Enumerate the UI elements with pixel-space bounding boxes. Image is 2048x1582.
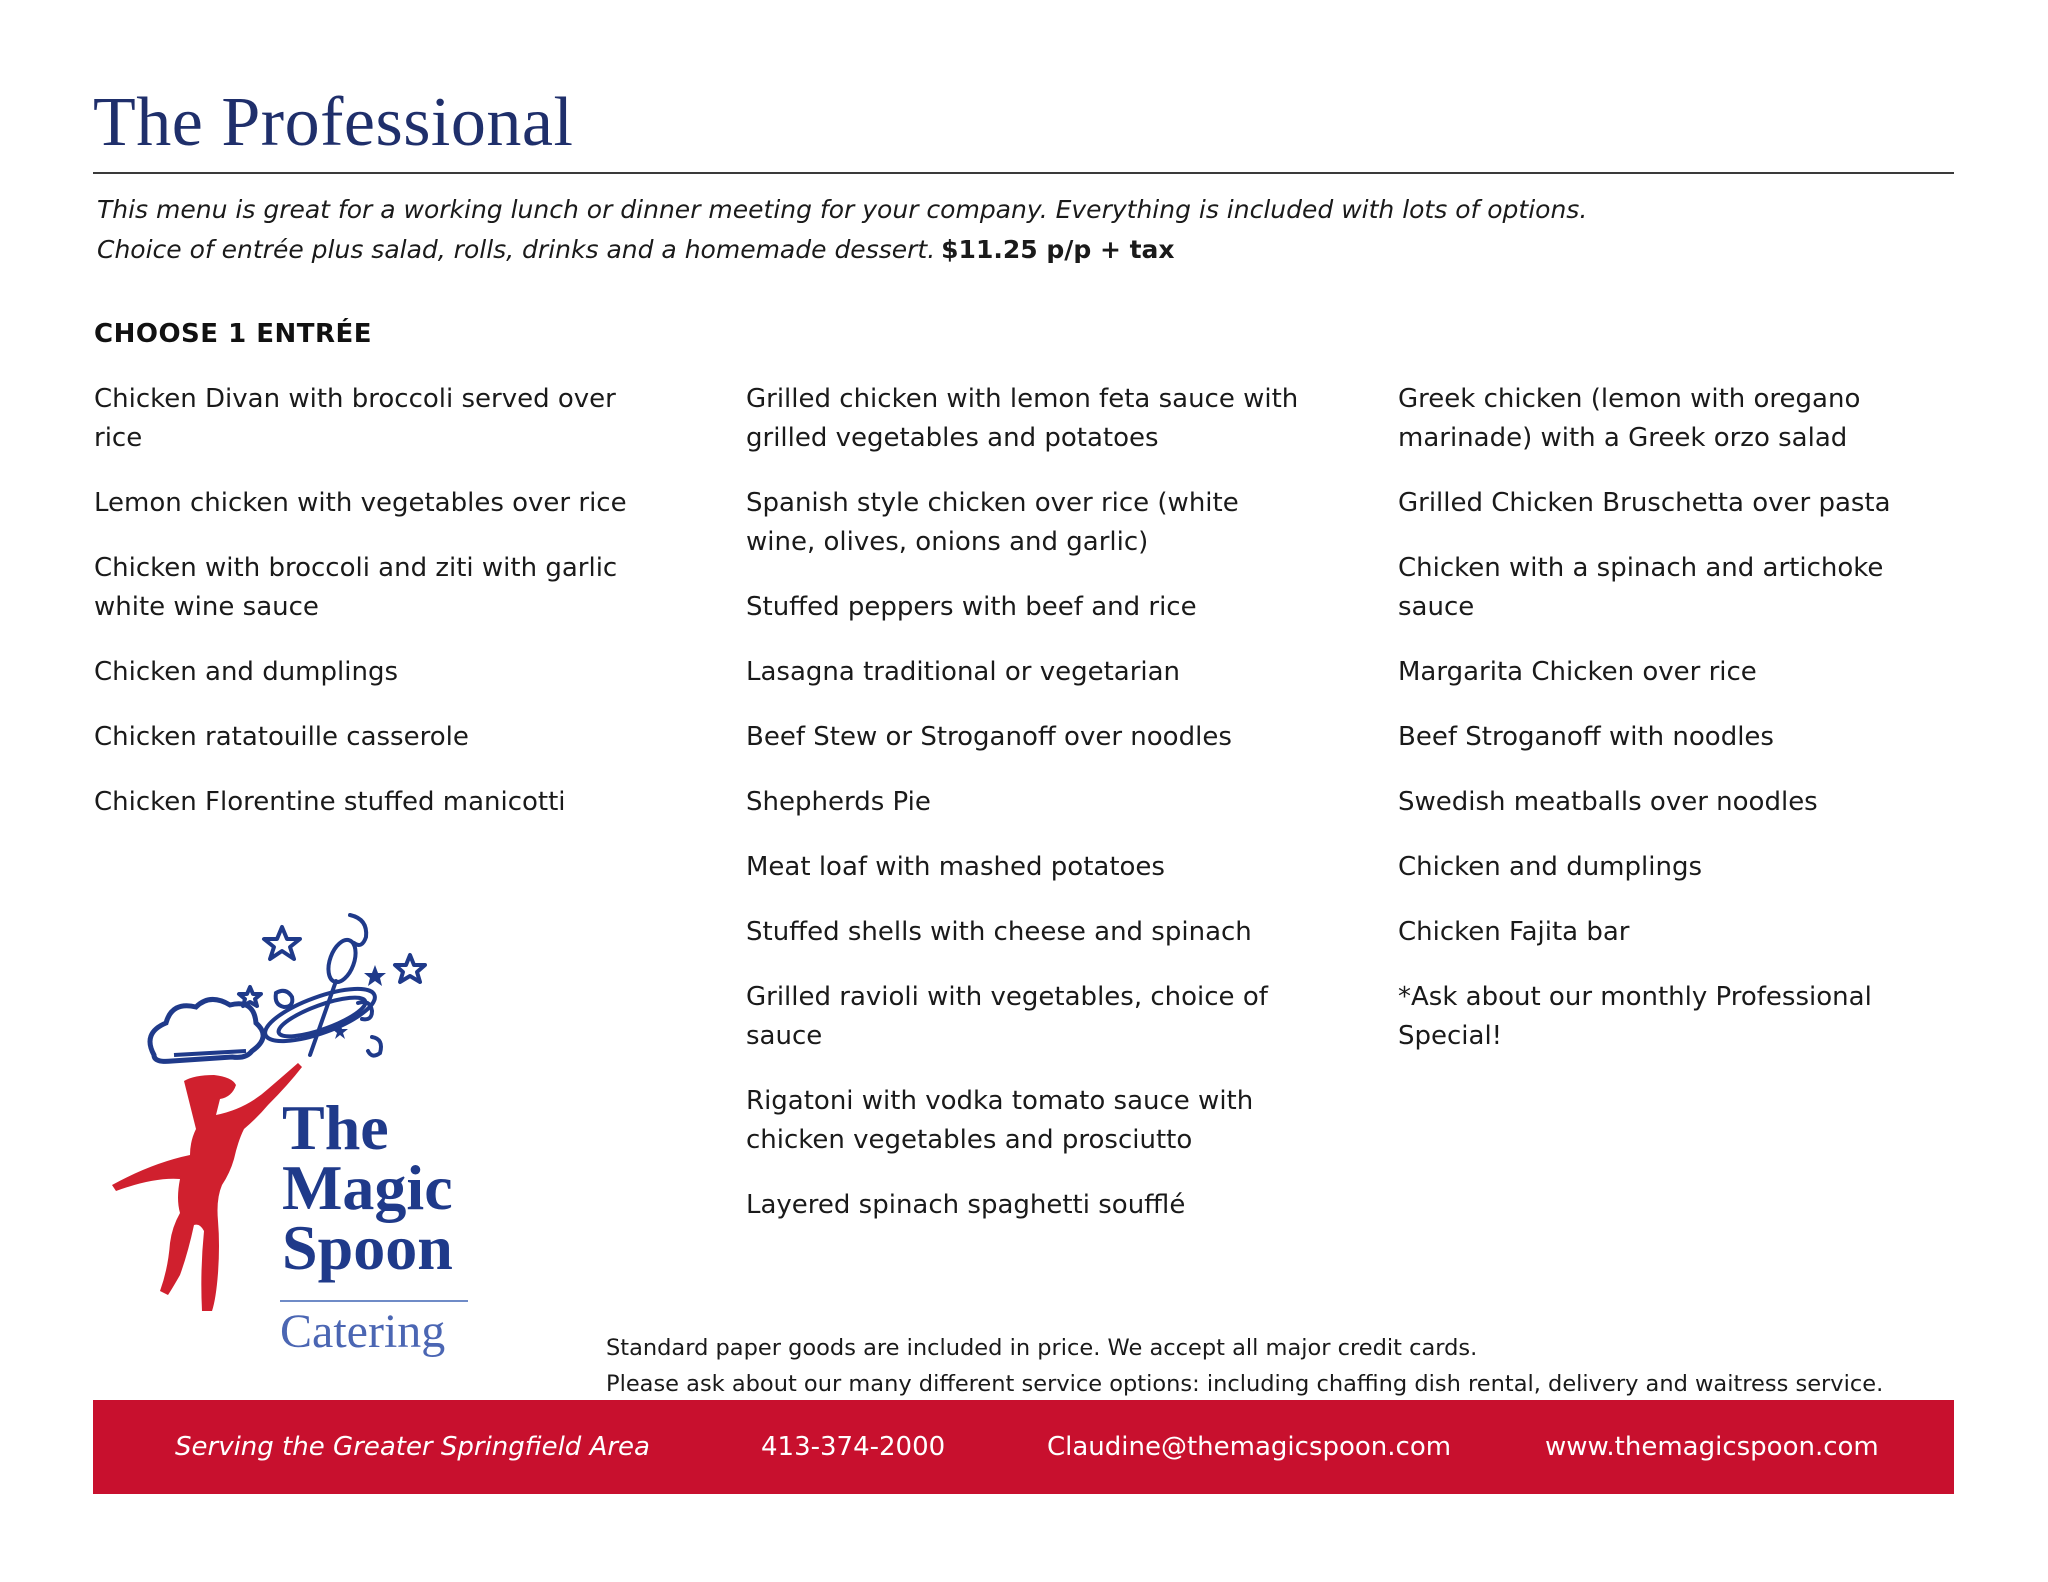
entree-item: Rigatoni with vodka tomato sauce with chicken vegetables and prosciutto bbox=[746, 1086, 1254, 1155]
contact-bar bbox=[93, 1400, 1954, 1494]
entree-item: Stuffed peppers with beef and rice bbox=[746, 592, 1197, 622]
entree-item: Spanish style chicken over rice (white wine, olives, onions and garlic) bbox=[746, 488, 1239, 557]
star-icon bbox=[395, 955, 425, 982]
entree-column-3 bbox=[1398, 380, 1958, 1082]
title-divider bbox=[93, 172, 1954, 174]
service-area: Serving the Greater Springfield Area bbox=[175, 1432, 650, 1462]
section-heading: CHOOSE 1 ENTRÉE bbox=[94, 319, 373, 349]
entree-item: Chicken with a spinach and artichoke sauce bbox=[1398, 553, 1884, 622]
entree-item: Lasagna traditional or vegetarian bbox=[746, 657, 1181, 687]
spoon-icon bbox=[323, 936, 361, 986]
star-icon bbox=[264, 927, 300, 959]
entree-item: Grilled Chicken Bruschetta over pasta bbox=[1398, 488, 1891, 518]
phone-number[interactable]: 413-374-2000 bbox=[761, 1432, 946, 1462]
chef-figure-icon bbox=[112, 1063, 302, 1311]
entree-item: Margarita Chicken over rice bbox=[1398, 657, 1757, 687]
entree-item: Chicken Divan with broccoli served over rice bbox=[94, 384, 616, 453]
intro-line-1: This menu is great for a working lunch or dinner meeting for your company. Everything is included with lots of options. bbox=[97, 195, 1588, 224]
entree-item: Shepherds Pie bbox=[746, 787, 931, 817]
entree-item: Chicken with broccoli and ziti with garlic white wine sauce bbox=[94, 553, 618, 622]
entree-column-1 bbox=[94, 380, 654, 848]
special-note: *Ask about our monthly Professional Special! bbox=[1398, 982, 1872, 1051]
orbit-icon bbox=[259, 978, 380, 1052]
entree-item: Greek chicken (lemon with oregano marinade) with a Greek orzo salad bbox=[1398, 384, 1861, 453]
page-title: The Professional bbox=[93, 84, 574, 161]
logo-line-3: Spoon bbox=[282, 1212, 453, 1283]
entree-item: Chicken ratatouille casserole bbox=[94, 722, 469, 752]
swirl-icon bbox=[276, 991, 293, 1007]
entree-item: Grilled chicken with lemon feta sauce with grilled vegetables and potatoes bbox=[746, 384, 1299, 453]
entree-item: Grilled ravioli with vegetables, choice of sauce bbox=[746, 982, 1268, 1051]
logo-line-1: The bbox=[282, 1092, 389, 1163]
entree-item: Swedish meatballs over noodles bbox=[1398, 787, 1818, 817]
note-line-2: Please ask about our many different service options: including chaffing dish rental, delivery and waitress service. bbox=[606, 1371, 1884, 1397]
entree-item: Chicken Florentine stuffed manicotti bbox=[94, 787, 566, 817]
logo-divider bbox=[280, 1300, 468, 1302]
footer-notes bbox=[606, 1330, 1883, 1402]
intro-text bbox=[97, 190, 1847, 270]
logo-catering: Catering bbox=[280, 1305, 446, 1358]
email-link[interactable]: Claudine@themagicspoon.com bbox=[1047, 1432, 1452, 1462]
entree-column-2 bbox=[746, 380, 1306, 1251]
entree-item: Chicken and dumplings bbox=[1398, 852, 1702, 882]
swirl-icon bbox=[368, 1037, 381, 1056]
note-line-1: Standard paper goods are included in price. We accept all major credit cards. bbox=[606, 1335, 1478, 1361]
entree-item: Layered spinach spaghetti soufflé bbox=[746, 1190, 1186, 1220]
entree-item: Chicken and dumplings bbox=[94, 657, 398, 687]
intro-line-2-text: Choice of entrée plus salad, rolls, drinks and a homemade dessert. bbox=[97, 235, 936, 264]
logo-line-2: Magic bbox=[282, 1152, 453, 1223]
logo-wordmark bbox=[282, 1092, 453, 1283]
entree-item: Meat loaf with mashed potatoes bbox=[746, 852, 1165, 882]
entree-item: Beef Stew or Stroganoff over noodles bbox=[746, 722, 1232, 752]
website-link[interactable]: www.themagicspoon.com bbox=[1545, 1432, 1879, 1462]
entree-item: Stuffed shells with cheese and spinach bbox=[746, 917, 1252, 947]
entree-item: Beef Stroganoff with noodles bbox=[1398, 722, 1774, 752]
star-icon bbox=[364, 965, 386, 986]
intro-line-2 bbox=[97, 230, 1847, 270]
entree-item: Chicken Fajita bar bbox=[1398, 917, 1630, 947]
price: $11.25 p/p + tax bbox=[941, 235, 1175, 264]
entree-item: Lemon chicken with vegetables over rice bbox=[94, 488, 627, 518]
